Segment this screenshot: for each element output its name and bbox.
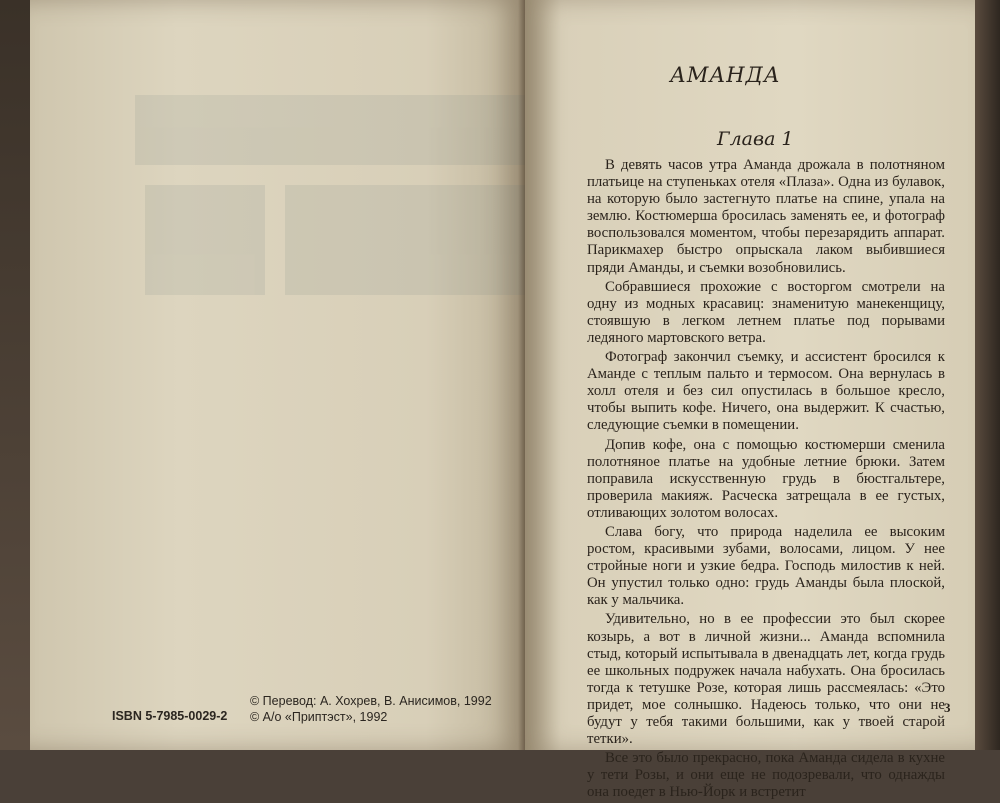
chapter-heading: Глава 1 <box>717 128 794 150</box>
paragraph: Фотограф закончил съемку, и ассистент бросился к Аманде с теплым пальто и термосом. Она вернулась в холл отеля и без сил опустилась в большое кресло, чтобы выпить кофе. Ничего, она выдержит. К счастью, следующие съемки в помещении. <box>587 349 945 434</box>
paragraph: Слава богу, что природа наделила ее высоким ростом, красивыми зубами, волосами, лицом. У нее стройные ноги и узкие бедра. Господь милостив к ней. Он упустил только одно: грудь Аманды была плоской, как у мальчика. <box>587 523 945 609</box>
copyright-credits <box>250 693 492 725</box>
book-title: АМАНДА <box>670 63 781 87</box>
paragraph: В девять часов утра Аманда дрожала в полотняном платьице на ступеньках отеля «Плаза». Одна из булавок, на которую было застегнуто платье на спине, упала на землю. Костюмерша бросилась заменять ее, и фотограф воспользовался моментом, чтобы перезарядить аппарат. Парикмахер быстро опрыскала лаком выбившиеся пряди Аманды, и съемки возобновились. <box>587 157 945 276</box>
paragraph: Собравшиеся прохожие с восторгом смотрели на одну из модных красавиц: знаменитую манекенщицу, стоявшую в легком летнем платье под порывами ледяного мартовского ветра. <box>587 278 945 346</box>
paragraph: Все это было прекрасно, пока Аманда сидела в кухне у тети Розы, и они еще не подозревали, что однажды она поедет в Нью-Йорк и встретит <box>587 750 945 801</box>
page-number: 3 <box>944 700 951 715</box>
publisher-credit: © А/о «Приптэст», 1992 <box>250 710 388 724</box>
table-edge <box>975 0 1000 750</box>
left-page <box>30 0 525 750</box>
translation-credit: © Перевод: А. Хохрев, В. Анисимов, 1992 <box>250 694 492 708</box>
isbn-number: ISBN 5-7985-0029-2 <box>112 709 228 723</box>
body-text <box>587 157 945 803</box>
paragraph: Удивительно, но в ее профессии это был скорее козырь, а вот в личной жизни... Аманда вспомнила стыд, который испытывала в двенадцать лет, когда грудь ее школьных подружек начала набухать. Она бросилась тогда к тетушке Розе, которая лишь рассмеялась: «Это придет, мое солнышко. Надеюсь только, что они не будут у тебя такими большими, как у твоей старой тетки». <box>587 611 945 748</box>
paragraph: Допив кофе, она с помощью костюмерши сменила полотняное платье на удобные летние брюки. Затем поправила искусственную грудь в бюстгальтере, проверила макияж. Расческа затрещала в ее густых, отливающих золотом волосах. <box>587 436 945 521</box>
show-through-print <box>135 95 525 325</box>
